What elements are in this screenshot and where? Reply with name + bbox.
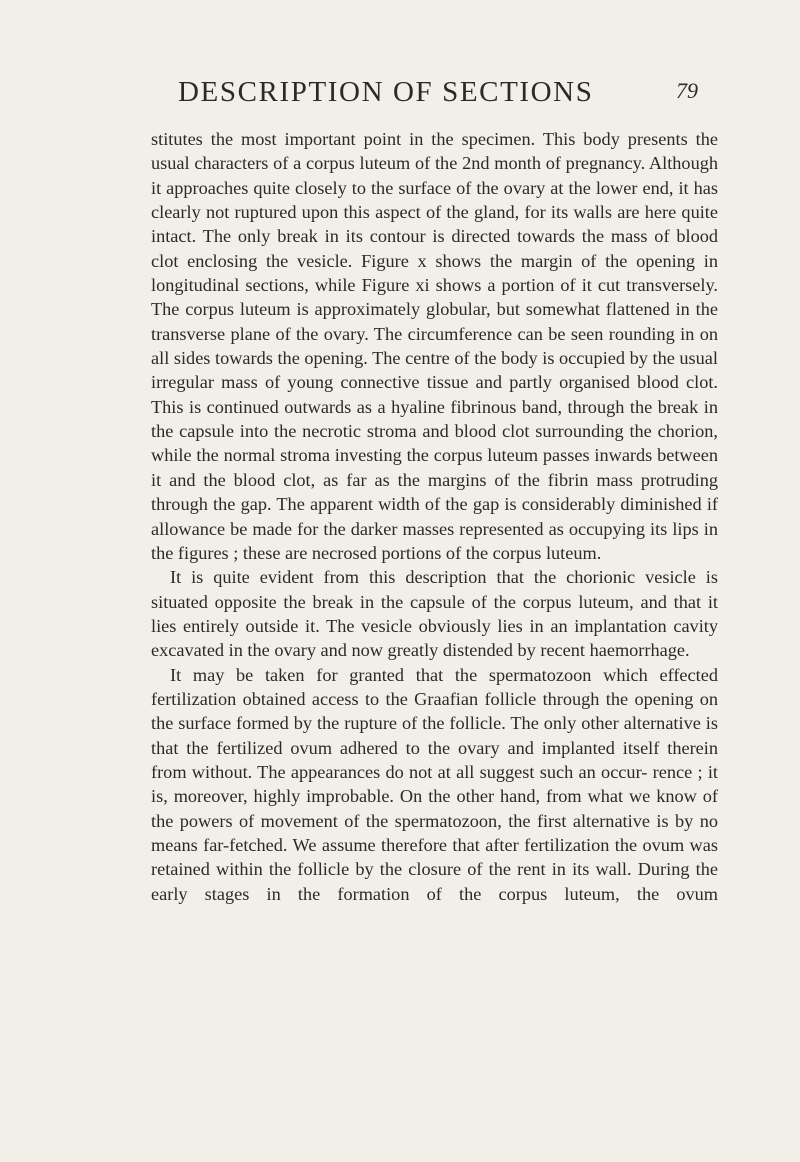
paragraph-2: It is quite evident from this description that the chorionic vesicle is situated opposite the break in the capsule of the corpus luteum, and that it lies entirely outside it. The vesicle obviously lies in an implantation cavity excavated in the ovary and now greatly distended by recent haemorrhage. [151,567,718,661]
running-head: DESCRIPTION OF SECTIONS [178,76,594,108]
paragraph-3: It may be taken for granted that the spermatozoon which effected fertilization obtained access to the Graafian follicle through the opening on the surface formed by the rupture of the follicle. The only other alternative is that the fertilized ovum adhered to the ovary and implanted itself therein from without. The appearances do not at all suggest such an occur- rence ; it is, moreover, highly improbable. On the other hand, from what we know of the powers of movement of the spermatozoon, the first alternative is by no means far-fetched. We assume therefore that after fertilization the ovum was retained within the follicle by the closure of the rent in its wall. During the early stages in the formation of the corpus luteum, the ovum [151,664,718,904]
page-number: 79 [676,78,698,103]
paragraph-1: stitutes the most important point in the specimen. This body presents the usual characters of a corpus luteum of the 2nd month of pregnancy. Although it approaches quite closely to the surface of the ovary at the lower end, it has clearly not ruptured upon this aspect of the gland, for its walls are here quite intact. The only break in its contour is directed towards the mass of blood clot enclosing the vesicle. Figure x shows the margin of the opening in longitudinal sections, while Figure xi shows a portion of it cut transversely. The corpus luteum is approximately globular, but somewhat flattened in the transverse plane of the ovary. The circumference can be seen rounding in on all sides towards the opening. The centre of the body is occupied by the usual irregular mass of young connective tissue and partly organised blood clot. This is continued outwards as a hyaline fibrinous band, through the break in the capsule into the necrotic stroma and blood clot surrounding the chorion, while the normal stroma investing the corpus luteum passes inwards between it and the blood clot, as far as the margins of the fibrin mass protruding through the gap. The apparent width of the gap is considerably diminished if allowance be made for the darker masses represented as occupying its lips in the figures ; these are necrosed portions of the corpus luteum. [151,129,718,563]
body-text [151,127,718,906]
page-header [178,76,698,116]
